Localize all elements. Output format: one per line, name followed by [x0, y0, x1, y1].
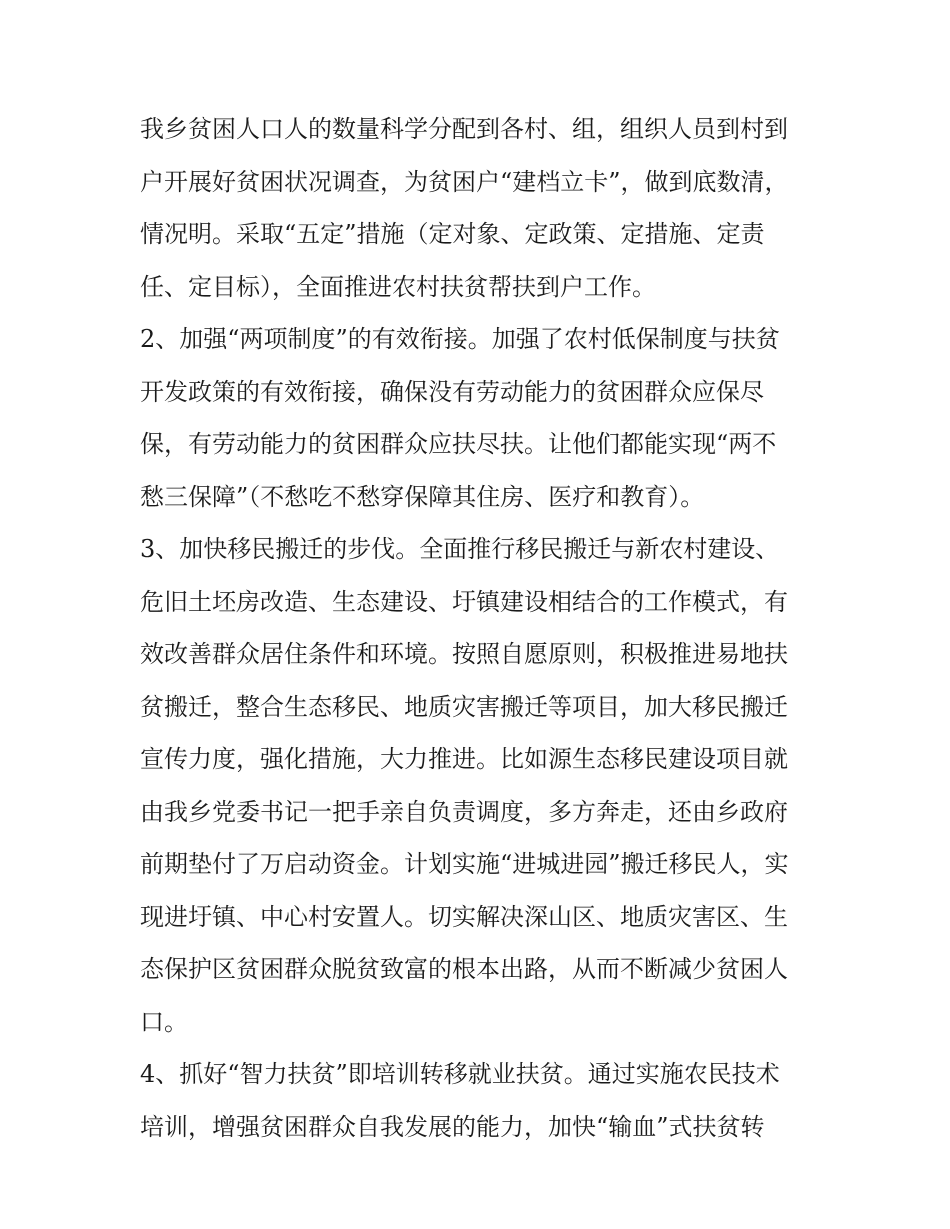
text-line: 效改善群众居住条件和环境。按照自愿原则，积极推进易地扶	[140, 640, 788, 668]
text-line: 口。	[140, 1007, 188, 1036]
text-line: 情况明。采取“五定”措施（定对象、定政策、定措施、定责	[140, 220, 765, 248]
text-line: 3、加快移民搬迁的步伐。全面推行移民搬迁与新农村建设、	[140, 535, 780, 563]
text-line: 现进圩镇、中心村安置人。切实解决深山区、地质灾害区、生	[140, 902, 788, 931]
text-line: 我乡贫困人口人的数量科学分配到各村、组，组织人员到村到	[140, 115, 788, 143]
text-line: 保，有劳动能力的贫困群众应扶尽扶。让他们都能实现“两不	[140, 430, 777, 458]
text-line: 任、定目标），全面推进农村扶贫帮扶到户工作。	[140, 272, 656, 301]
text-line: 贫搬迁，整合生态移民、地质灾害搬迁等项目，加大移民搬迁	[140, 692, 788, 721]
text-line: 态保护区贫困群众脱贫致富的根本出路，从而不断减少贫困人	[140, 955, 788, 983]
document-body	[140, 103, 820, 1153]
text-line: 愁三保障”（不愁吃不愁穿保障其住房、医疗和教育）。	[140, 482, 705, 511]
text-line: 由我乡党委书记一把手亲自负责调度，多方奔走，还由乡政府	[140, 797, 788, 826]
text-line: 宣传力度，强化措施，大力推进。比如源生态移民建设项目就	[140, 745, 788, 773]
text-line: 2、加强“两项制度”的有效衔接。加强了农村低保制度与扶贫	[140, 325, 780, 353]
text-line: 户开展好贫困状况调查，为贫困户“建档立卡”，做到底数清，	[140, 167, 789, 196]
text-line: 开发政策的有效衔接，确保没有劳动能力的贫困群众应保尽	[140, 377, 764, 406]
text-line: 4、抓好“智力扶贫”即培训转移就业扶贫。通过实施农民技术	[140, 1060, 780, 1088]
text-line: 危旧土坯房改造、生态建设、圩镇建设相结合的工作模式，有	[140, 587, 788, 616]
text-line: 前期垫付了万启动资金。计划实施“进城进园”搬迁移民人，实	[140, 850, 789, 878]
text-line: 培训，增强贫困群众自我发展的能力，加快“输血”式扶贫转	[140, 1112, 765, 1141]
